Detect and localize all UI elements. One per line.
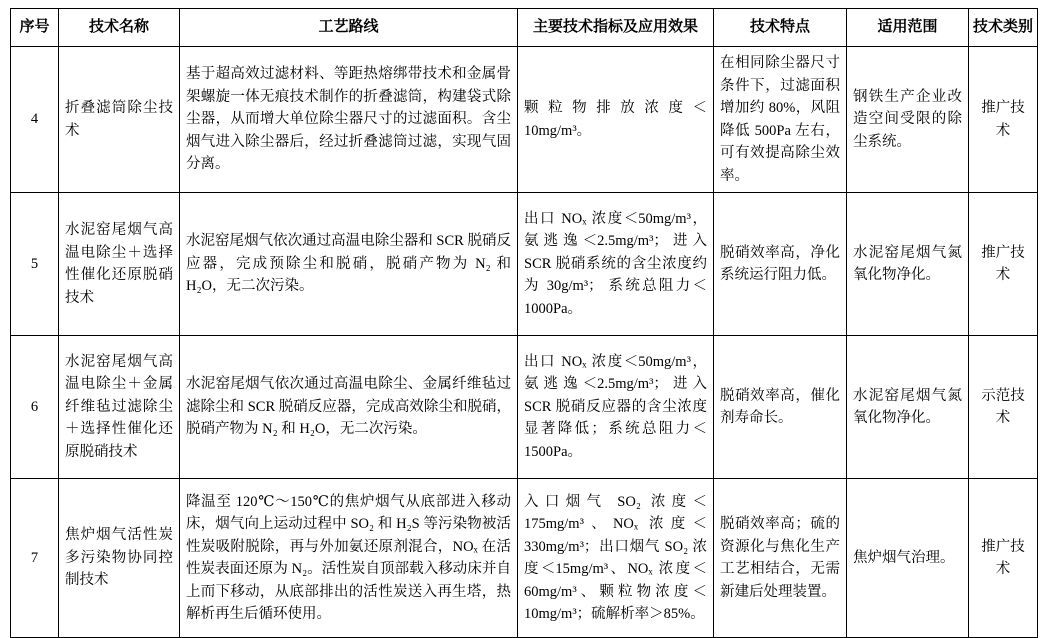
cell-route: 基于超高效过滤材料、等距热熔绑带技术和金属骨架螺旋一体无痕技术制作的折叠滤筒，构建袋式除尘器，从而增大单位除尘器尺寸的过滤面积。含尘烟气进入除尘器后，经过折叠滤筒过滤，实现气固分离。 xyxy=(180,47,518,193)
cell-scope: 水泥窑尾烟气氮氧化物净化。 xyxy=(847,193,969,336)
cell-type: 示范技术 xyxy=(969,336,1038,479)
column-header-scope: 适用范围 xyxy=(847,9,969,47)
cell-index: 入口烟气 SO₂ 浓度＜175mg/m³、NOₓ 浓度＜330mg/m³；出口烟气 SO₂ 浓度＜15mg/m³、NOₓ 浓度＜60mg/m³、颗粒物浓度＜10mg/m³；硫解析率＞85%。 xyxy=(518,479,714,638)
column-header-feature: 技术特点 xyxy=(714,9,847,47)
cell-no: 5 xyxy=(11,193,59,336)
cell-feature: 脱硝效率高；硫的资源化与焦化生产工艺相结合，无需新建后处理装置。 xyxy=(714,479,847,638)
cell-name: 水泥窑尾烟气高温电除尘＋选择性催化还原脱硝技术 xyxy=(59,193,180,336)
table-row xyxy=(11,479,1038,638)
cell-type: 推广技术 xyxy=(969,47,1038,193)
cell-name: 水泥窑尾烟气高温电除尘＋金属纤维毡过滤除尘＋选择性催化还原脱硝技术 xyxy=(59,336,180,479)
cell-feature: 脱硝效率高，净化系统运行阻力低。 xyxy=(714,193,847,336)
cell-scope: 钢铁生产企业改造空间受限的除尘系统。 xyxy=(847,47,969,193)
cell-index: 出口 NOₓ 浓度＜50mg/m³，氨逃逸＜2.5mg/m³；进入 SCR 脱硝反应器的含尘浓度显著降低；系统总阻力＜1500Pa。 xyxy=(518,336,714,479)
cell-scope: 水泥窑尾烟气氮氧化物净化。 xyxy=(847,336,969,479)
column-header-route: 工艺路线 xyxy=(180,9,518,47)
table-row xyxy=(11,336,1038,479)
table-row xyxy=(11,193,1038,336)
cell-no: 6 xyxy=(11,336,59,479)
cell-route: 水泥窑尾烟气依次通过高温电除尘、金属纤维毡过滤除尘和 SCR 脱硝反应器，完成高效除尘和脱硝，脱硝产物为 N₂ 和 H₂O，无二次污染。 xyxy=(180,336,518,479)
column-header-type: 技术类别 xyxy=(969,9,1038,47)
technology-catalog-table xyxy=(10,8,1038,638)
cell-name: 焦炉烟气活性炭多污染物协同控制技术 xyxy=(59,479,180,638)
cell-type: 推广技术 xyxy=(969,193,1038,336)
cell-route: 降温至 120℃～150℃的焦炉烟气从底部进入移动床，烟气向上运动过程中 SO₂ 和 H₂S 等污染物被活性炭吸附脱除，再与外加氨还原剂混合，NOₓ 在活性炭表面还原为 N₂。活性炭自顶部载入移动床并自上而下移动，从底部排出的活性炭送入再生塔，热解析再生后循环使用。 xyxy=(180,479,518,638)
cell-feature: 脱硝效率高，催化剂寿命长。 xyxy=(714,336,847,479)
column-header-index: 主要技术指标及应用效果 xyxy=(518,9,714,47)
table-header-row xyxy=(11,9,1038,47)
cell-name: 折叠滤筒除尘技术 xyxy=(59,47,180,193)
cell-index: 颗粒物排放浓度＜10mg/m³。 xyxy=(518,47,714,193)
cell-index: 出口 NOₓ 浓度＜50mg/m³，氨逃逸＜2.5mg/m³；进入 SCR 脱硝系统的含尘浓度约为 30g/m³； 系统总阻力＜1000Pa。 xyxy=(518,193,714,336)
column-header-name: 技术名称 xyxy=(59,9,180,47)
cell-no: 4 xyxy=(11,47,59,193)
cell-feature: 在相同除尘器尺寸条件下，过滤面积增加约 80%，风阻降低 500Pa 左右，可有效提高除尘效率。 xyxy=(714,47,847,193)
cell-type: 推广技术 xyxy=(969,479,1038,638)
cell-route: 水泥窑尾烟气依次通过高温电除尘器和 SCR 脱硝反应器，完成预除尘和脱硝，脱硝产物为 N₂ 和 H₂O，无二次污染。 xyxy=(180,193,518,336)
table-row xyxy=(11,47,1038,193)
column-header-no: 序号 xyxy=(11,9,59,47)
cell-scope: 焦炉烟气治理。 xyxy=(847,479,969,638)
cell-no: 7 xyxy=(11,479,59,638)
